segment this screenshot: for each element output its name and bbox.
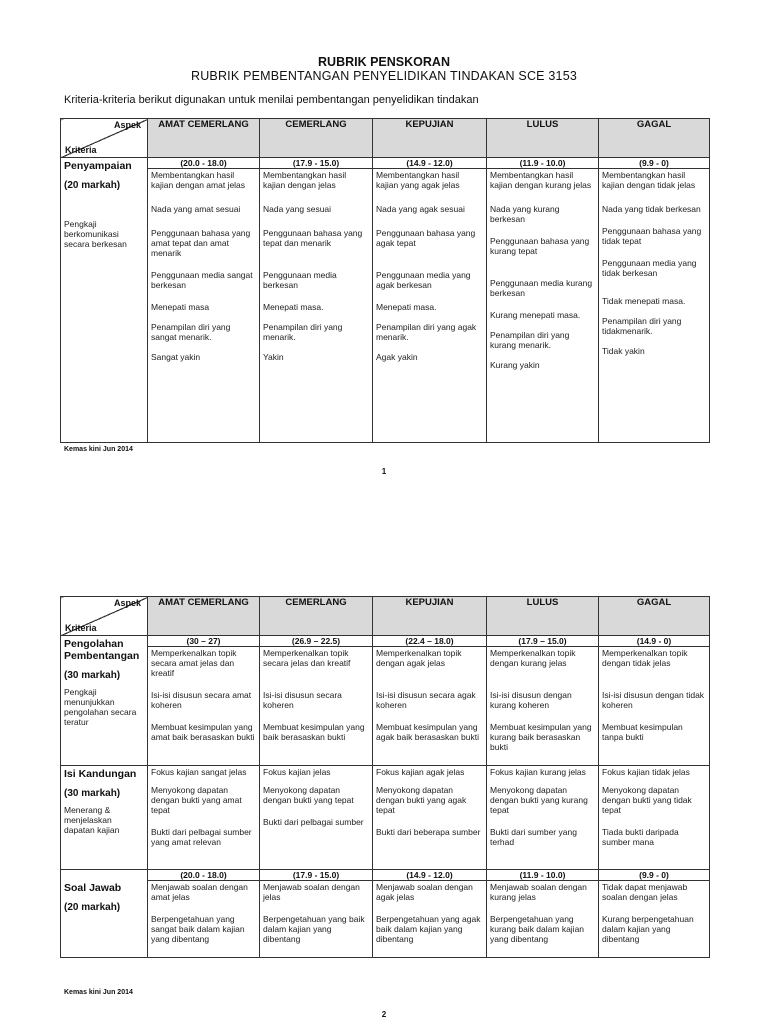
criterion-marks: (20 markah) xyxy=(64,902,121,913)
cell-text: Bukti dari pelbagai sumber xyxy=(263,817,364,827)
cell-text: Bukti dari beberapa sumber xyxy=(376,827,481,837)
cell-text: Fokus kajian agak jelas xyxy=(376,767,465,777)
rubric-cell xyxy=(487,647,599,766)
score-range: (20.0 - 18.0) xyxy=(148,870,260,881)
criterion-name: Penyampaian xyxy=(64,160,132,172)
cell-text: Penggunaan media yang tidak berkesan xyxy=(602,258,697,278)
cell-text: Berpengetahuan yang kurang baik dalam kajian yang dibentang xyxy=(490,914,585,944)
score-range: (22.4 – 18.0) xyxy=(373,636,487,647)
rubric-cell xyxy=(148,169,260,443)
level-header: CEMERLANG xyxy=(260,119,373,158)
cell-text: Membentangkan hasil kajian yang agak jelas xyxy=(376,170,460,190)
cell-text: Memperkenalkan topik dengan tidak jelas xyxy=(602,648,688,668)
criterion-name: Soal Jawab xyxy=(64,882,122,894)
level-header: AMAT CEMERLANG xyxy=(148,597,260,636)
cell-text: Nada yang agak sesuai xyxy=(376,204,465,214)
cell-text: Isi-isi disusun dengan tidak koheren xyxy=(602,690,705,710)
rubric-cell xyxy=(599,647,710,766)
cell-text: Memperkenalkan topik dengan kurang jelas xyxy=(490,648,576,668)
score-range: (17.9 – 15.0) xyxy=(487,636,599,647)
cell-text: Kurang menepati masa. xyxy=(490,310,581,320)
cell-text: Isi-isi disusun secara koheren xyxy=(263,690,342,710)
score-range: (30 – 27) xyxy=(148,636,260,647)
cell-text: Tidak yakin xyxy=(602,346,645,356)
cell-text: Membuat kesimpulan yang agak baik berasaskan bukti xyxy=(376,722,480,742)
level-header: AMAT CEMERLANG xyxy=(148,119,260,158)
cell-text: Membuat kesimpulan tanpa bukti xyxy=(602,722,683,742)
criterion-marks: (30 markah) xyxy=(64,670,121,681)
cell-text: Menyokong dapatan dengan bukti yang tidak tepat xyxy=(602,785,692,815)
cell-text: Membentangkan hasil kajian dengan tidak jelas xyxy=(602,170,696,190)
cell-text: Menyokong dapatan dengan bukti yang tepat xyxy=(263,785,354,805)
cell-text: Tidak menepati masa. xyxy=(602,296,686,306)
cell-text: Penampilan diri yang tidakmenarik. xyxy=(602,316,682,336)
rubric-cell xyxy=(373,169,487,443)
cell-text: Memperkenalkan topik secara jelas dan kreatif xyxy=(263,648,351,668)
cell-text: Membuat kesimpulan yang baik berasaskan bukti xyxy=(263,722,365,742)
cell-text: Menyokong dapatan dengan bukti yang amat tepat xyxy=(151,785,242,815)
score-range: (11.9 - 10.0) xyxy=(487,870,599,881)
rubric-cell xyxy=(487,881,599,958)
cell-text: Tiada bukti daripada sumber mana xyxy=(602,827,679,847)
cell-text: Bukti dari pelbagai sumber yang amat relevan xyxy=(151,827,252,847)
cell-text: Penampilan diri yang kurang menarik. xyxy=(490,330,570,350)
criterion-marks: (20 markah) xyxy=(64,180,121,191)
page-footer: Kemas kini Jun 2014 xyxy=(64,446,133,453)
rubric-cell xyxy=(148,881,260,958)
cell-text: Menyokong dapatan dengan bukti yang agak tepat xyxy=(376,785,467,815)
rubric-cell xyxy=(599,881,710,958)
level-header: LULUS xyxy=(487,597,599,636)
cell-text: Tidak dapat menjawab soalan dengan jelas xyxy=(602,882,688,902)
header-corner xyxy=(61,597,148,636)
cell-text: Menyokong dapatan dengan bukti yang kurang tepat xyxy=(490,785,588,815)
cell-text: Penampilan diri yang menarik. xyxy=(263,322,343,342)
score-range: (9.9 - 0) xyxy=(599,158,710,169)
cell-text: Berpengetahuan yang baik dalam kajian yang dibentang xyxy=(263,914,365,944)
page-title: RUBRIK PENSKORAN xyxy=(318,55,450,69)
header-kriteria: Kriteria xyxy=(65,145,97,155)
level-header: CEMERLANG xyxy=(260,597,373,636)
cell-text: Penampilan diri yang sangat menarik. xyxy=(151,322,231,342)
header-corner xyxy=(61,119,148,158)
intro-text: Kriteria-kriteria berikut digunakan untuk menilai pembentangan penyelidikan tindakan xyxy=(64,94,479,106)
cell-text: Nada yang kurang berkesan xyxy=(490,204,560,224)
rubric-cell xyxy=(148,647,260,766)
cell-text: Fokus kajian sangat jelas xyxy=(151,767,247,777)
cell-text: Nada yang sesuai xyxy=(263,204,332,214)
cell-text: Yakin xyxy=(263,352,284,362)
cell-text: Penggunaan media yang agak berkesan xyxy=(376,270,471,290)
score-range: (14.9 - 12.0) xyxy=(373,158,487,169)
criterion-cell xyxy=(61,766,148,870)
cell-text: Penggunaan media berkesan xyxy=(263,270,337,290)
rubric-table-page2 xyxy=(60,596,710,958)
header-aspek: Aspek xyxy=(113,120,141,130)
level-header: GAGAL xyxy=(599,119,710,158)
criterion-desc: Pengkaji menunjukkan pengolahan secara teratur xyxy=(64,687,137,727)
criterion-cell xyxy=(61,870,148,958)
score-range: (9.9 - 0) xyxy=(599,870,710,881)
rubric-cell xyxy=(260,647,373,766)
score-range: (20.0 - 18.0) xyxy=(148,158,260,169)
rubric-cell xyxy=(373,766,487,870)
cell-text: Penampilan diri yang agak menarik. xyxy=(376,322,477,342)
cell-text: Membentangkan hasil kajian dengan kurang jelas xyxy=(490,170,592,190)
cell-text: Menjawab soalan dengan jelas xyxy=(263,882,360,902)
cell-text: Nada yang tidak berkesan xyxy=(602,204,701,214)
level-header: GAGAL xyxy=(599,597,710,636)
level-header: LULUS xyxy=(487,119,599,158)
cell-text: Isi-isi disusun dengan kurang koheren xyxy=(490,690,572,710)
page-subtitle: RUBRIK PEMBENTANGAN PENYELIDIKAN TINDAKAN SCE 3153 xyxy=(190,69,578,83)
criterion-name: Isi Kandungan xyxy=(64,768,137,780)
cell-text: Penggunaan bahasa yang kurang tepat xyxy=(490,236,590,256)
cell-text: Penggunaan bahasa yang agak tepat xyxy=(376,228,476,248)
header-kriteria: Kriteria xyxy=(65,623,97,633)
criterion-desc: Menerang & menjelaskan dapatan kajian xyxy=(64,805,120,835)
score-range: (17.9 - 15.0) xyxy=(260,158,373,169)
cell-text: Membuat kesimpulan yang amat baik berasaskan bukti xyxy=(151,722,255,742)
header-aspek: Aspek xyxy=(113,598,141,608)
cell-text: Fokus kajian tidak jelas xyxy=(602,767,690,777)
cell-text: Berpengetahuan yang agak baik dalam kajian yang dibentang xyxy=(376,914,481,944)
score-range: (14.9 - 0) xyxy=(599,636,710,647)
cell-text: Penggunaan bahasa yang tepat dan menarik xyxy=(263,228,363,248)
cell-text: Kurang yakin xyxy=(490,360,540,370)
score-range: (26.9 – 22.5) xyxy=(260,636,373,647)
cell-text: Memperkenalkan topik dengan agak jelas xyxy=(376,648,462,668)
cell-text: Membuat kesimpulan yang kurang baik berasaskan bukti xyxy=(490,722,592,752)
cell-text: Isi-isi disusun secara amat koheren xyxy=(151,690,252,710)
cell-text: Kurang berpengetahuan dalam kajian yang dibentang xyxy=(602,914,694,944)
cell-text: Penggunaan bahasa yang tidak tepat xyxy=(602,226,702,246)
rubric-cell xyxy=(148,766,260,870)
cell-text: Isi-isi disusun secara agak koheren xyxy=(376,690,476,710)
cell-text: Penggunaan media sangat berkesan xyxy=(151,270,253,290)
page-footer: Kemas kini Jun 2014 xyxy=(64,989,133,996)
cell-text: Menepati masa. xyxy=(263,302,324,312)
page-number: 2 xyxy=(381,1010,387,1019)
score-range: (14.9 - 12.0) xyxy=(373,870,487,881)
cell-text: Menjawab soalan dengan kurang jelas xyxy=(490,882,587,902)
cell-text: Bukti dari sumber yang terhad xyxy=(490,827,577,847)
cell-text: Membentangkan hasil kajian dengan jelas xyxy=(263,170,347,190)
cell-text: Menjawab soalan dengan amat jelas xyxy=(151,882,248,902)
cell-text: Memperkenalkan topik secara amat jelas dan kreatif xyxy=(151,648,237,678)
level-header: KEPUJIAN xyxy=(373,597,487,636)
rubric-cell xyxy=(599,766,710,870)
rubric-cell xyxy=(373,881,487,958)
rubric-cell xyxy=(260,766,373,870)
rubric-cell xyxy=(599,169,710,443)
cell-text: Fokus kajian kurang jelas xyxy=(490,767,586,777)
rubric-cell xyxy=(260,169,373,443)
cell-text: Fokus kajian jelas xyxy=(263,767,331,777)
criterion-marks: (30 markah) xyxy=(64,788,121,799)
cell-text: Membentangkan hasil kajian dengan amat jelas xyxy=(151,170,246,190)
criterion-name: Pengolahan Pembentangan xyxy=(64,638,140,662)
cell-text: Nada yang amat sesuai xyxy=(151,204,241,214)
criterion-cell xyxy=(61,158,148,443)
score-range: (11.9 - 10.0) xyxy=(487,158,599,169)
cell-text: Menepati masa xyxy=(151,302,210,312)
rubric-cell xyxy=(373,647,487,766)
cell-text: Penggunaan bahasa yang amat tepat dan amat menarik xyxy=(151,228,251,258)
rubric-table-page1 xyxy=(60,118,710,443)
rubric-cell xyxy=(260,881,373,958)
cell-text: Menepati masa. xyxy=(376,302,437,312)
score-range: (17.9 - 15.0) xyxy=(260,870,373,881)
cell-text: Menjawab soalan dengan agak jelas xyxy=(376,882,473,902)
criterion-cell xyxy=(61,636,148,766)
page-number: 1 xyxy=(381,467,387,476)
rubric-cell xyxy=(487,766,599,870)
cell-text: Agak yakin xyxy=(376,352,418,362)
cell-text: Berpengetahuan yang sangat baik dalam kajian yang dibentang xyxy=(151,914,245,944)
rubric-cell xyxy=(487,169,599,443)
cell-text: Sangat yakin xyxy=(151,352,201,362)
level-header: KEPUJIAN xyxy=(373,119,487,158)
cell-text: Penggunaan media kurang berkesan xyxy=(490,278,593,298)
criterion-desc: Pengkaji berkomunikasi secara berkesan xyxy=(64,219,127,249)
